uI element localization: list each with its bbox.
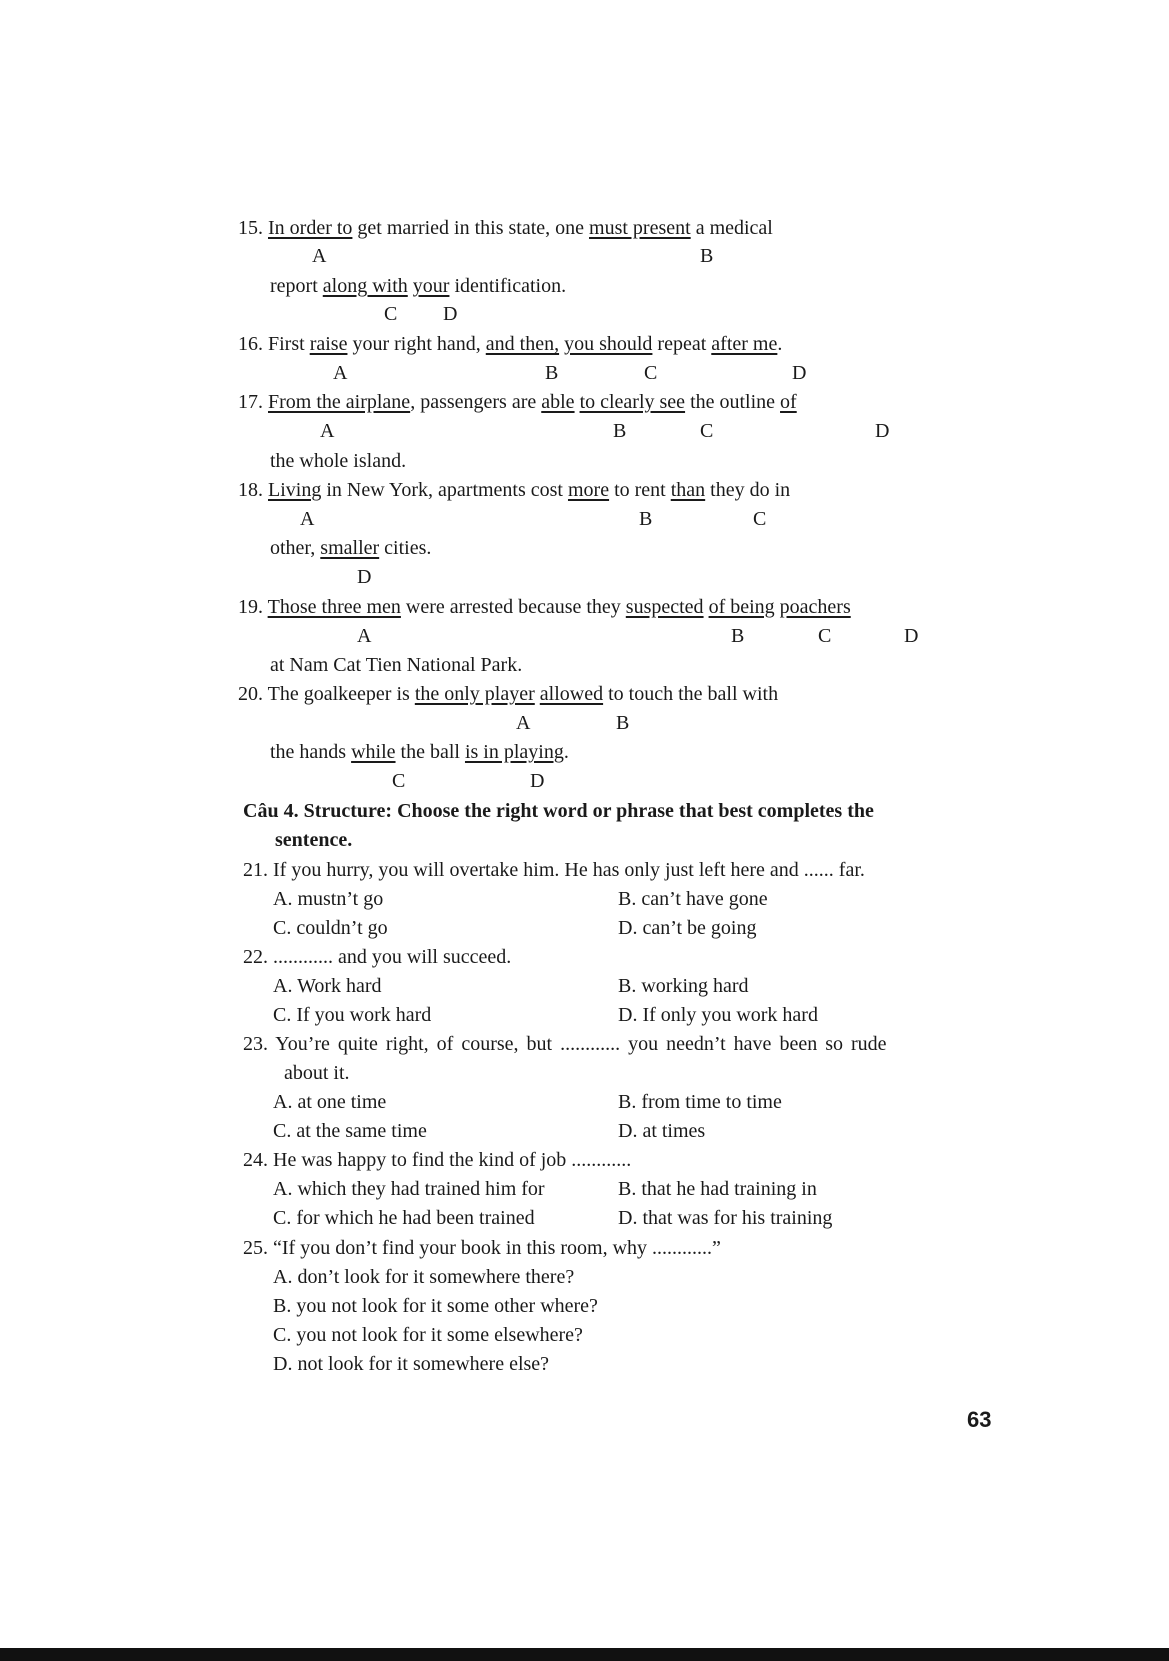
q17-part-c: to clearly see [579,391,686,413]
q19-label-b: B [731,625,745,647]
q22-stem: 22. ............ and you will succeed. [243,946,512,968]
q18-label-c: C [753,508,767,530]
q22-option-c: C. If you work hard [273,1004,432,1026]
q15-line2: report along with your identification. [270,275,567,297]
q22-option-d: D. If only you work hard [618,1004,818,1026]
q15-number: 15. [238,217,263,239]
q21-stem: 21. If you hurry, you will overtake him. He has only just left here and ...... far. [243,859,865,881]
q23-stem-cont: about it. [284,1062,350,1084]
q20-part-d: is in playing [464,741,564,763]
q15-part-c: along with [322,275,408,297]
q19-label-a: A [357,625,372,647]
q18-line2: other, smaller cities. [270,537,432,559]
q18-line1: 18. Living in New York, apartments cost more to rent than they do in [238,479,791,501]
q20-part-b: allowed [539,683,604,705]
q21-option-a: A. mustn’t go [273,888,384,910]
q25-option-d: D. not look for it somewhere else? [273,1353,550,1375]
q24-stem: 24. He was happy to find the kind of job ............ [243,1149,632,1171]
q18-label-b: B [639,508,653,530]
q19-part-c: of being [708,596,775,618]
q15-line1: 15. In order to get married in this state, one must present a medical [238,217,773,239]
q23-option-c: C. at the same time [273,1120,427,1142]
q16-part-d: after me [711,333,778,355]
q16-label-b: B [545,362,559,384]
q22-option-b: B. working hard [618,975,749,997]
q24-option-a: A. which they had trained him for [273,1178,545,1200]
q16-part-c: you should [564,333,653,355]
q16-label-a: A [333,362,348,384]
q25-option-c: C. you not look for it some elsewhere? [273,1324,583,1346]
q18-part-c: than [670,479,706,501]
page-number: 63 [967,1407,992,1432]
q17-label-a: A [320,420,335,442]
q17-number: 17. [238,391,263,413]
q17-part-d: of [780,391,797,413]
q23-option-d: D. at times [618,1120,706,1142]
q19-part-b: suspected [625,596,704,618]
q20-label-a: A [516,712,531,734]
q16-label-c: C [644,362,658,384]
q24-option-d: D. that was for his training [618,1207,833,1229]
q17-part-a: From the airplane [268,391,411,413]
scan-edge-bar [0,1648,1169,1661]
q21-option-b: B. can’t have gone [618,888,768,910]
q16-number: 16. [238,333,263,355]
q17-label-c: C [700,420,714,442]
q23-stem: 23. You’re quite right, of course, but ............ you needn’t have been so rude [243,1033,887,1055]
q16-part-a: raise [309,333,348,355]
q16-part-b: and then, [485,333,560,355]
section-heading-cont: sentence. [275,829,353,851]
q25-stem: 25. “If you don’t find your book in this room, why ............” [243,1237,721,1259]
q25-option-b: B. you not look for it some other where? [273,1295,598,1317]
q15-part-b: must present [589,217,691,239]
q18-number: 18. [238,479,263,501]
q21-option-c: C. couldn’t go [273,917,388,939]
q20-label-c: C [392,770,406,792]
q15-part-d: your [412,275,450,297]
q19-label-d: D [904,625,919,647]
q20-line1: 20. The goalkeeper is the only player allowed to touch the ball with [238,683,779,705]
q25-option-a: A. don’t look for it somewhere there? [273,1266,575,1288]
q20-label-d: D [530,770,545,792]
q20-part-a: the only player [414,683,535,705]
q23-option-b: B. from time to time [618,1091,782,1113]
q15-label-c: C [384,303,398,325]
q18-part-a: Living [268,479,322,501]
q21-option-d: D. can’t be going [618,917,757,939]
q20-part-c: while [351,741,396,763]
q22-option-a: A. Work hard [273,975,382,997]
q17-line2: the whole island. [270,450,407,472]
section-heading: Câu 4. Structure: Choose the right word or phrase that best completes the [243,800,874,822]
q19-part-d: poachers [779,596,851,618]
q18-label-d: D [357,566,372,588]
q15-label-b: B [700,245,714,267]
q18-part-b: more [567,479,610,501]
q17-line1: 17. From the airplane, passengers are able to clearly see the outline of [238,391,797,413]
q16-label-d: D [792,362,807,384]
q15-label-a: A [312,245,327,267]
q20-number: 20. [238,683,263,705]
q19-label-c: C [818,625,832,647]
q19-line2: at Nam Cat Tien National Park. [270,654,523,676]
q18-part-d: smaller [320,537,380,559]
q19-number: 19. [238,596,263,618]
q18-label-a: A [300,508,315,530]
q17-part-b: able [541,391,575,413]
q19-line1: 19. Those three men were arrested because they suspected of being poachers [238,596,851,618]
q17-label-d: D [875,420,890,442]
q24-option-c: C. for which he had been trained [273,1207,535,1229]
q15-part-a: In order to [268,217,353,239]
q20-label-b: B [616,712,630,734]
q24-option-b: B. that he had training in [618,1178,817,1200]
q20-line2: the hands while the ball is in playing. [270,741,569,763]
q17-label-b: B [613,420,627,442]
q16-line1: 16. First raise your right hand, and then, you should repeat after me. [238,333,783,355]
q15-label-d: D [443,303,458,325]
q19-part-a: Those three men [267,596,401,618]
q23-option-a: A. at one time [273,1091,387,1113]
